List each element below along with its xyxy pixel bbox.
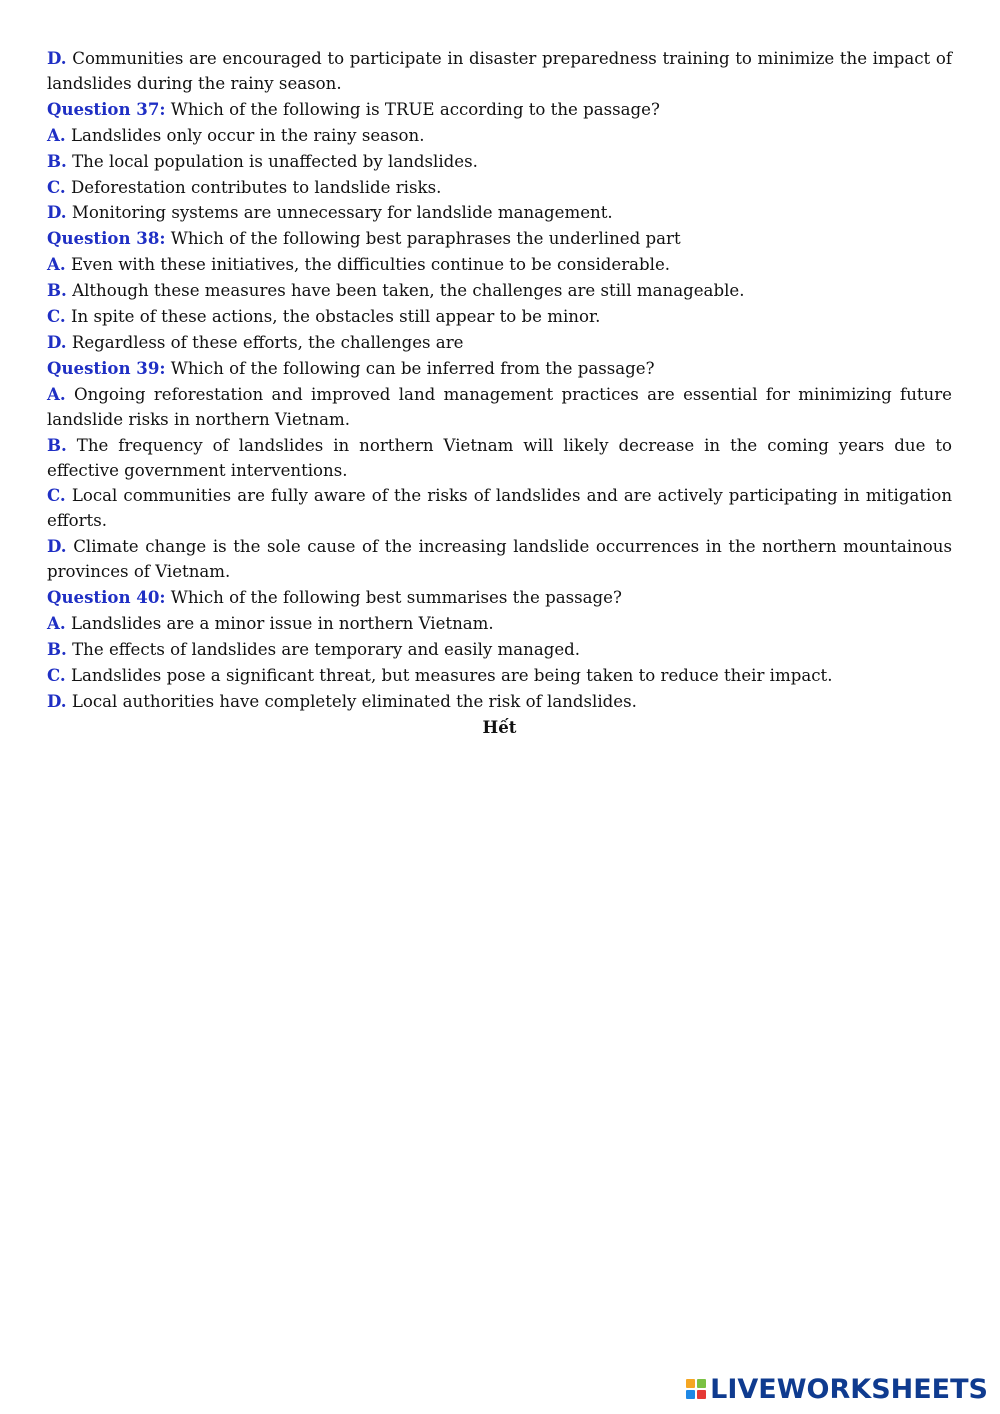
question-40-option-c[interactable] — [47, 663, 952, 689]
question-37-option-a[interactable] — [47, 123, 952, 149]
option-label: A. — [47, 612, 66, 633]
option-label: D. — [47, 331, 67, 352]
option-text: In spite of these actions, the obstacles still appear to be minor. — [70, 307, 601, 327]
question-39-option-a[interactable] — [47, 382, 952, 433]
option-text: Landslides are a minor issue in northern Vietnam. — [70, 613, 494, 633]
option-label: D. — [47, 536, 67, 557]
question-36-option-d — [47, 46, 952, 97]
question-38-stem — [47, 226, 952, 252]
question-label: Question 40: — [47, 587, 166, 608]
logo-square-red — [697, 1390, 706, 1399]
question-37-stem — [47, 97, 952, 123]
question-text: Which of the following can be inferred from the passage? — [170, 358, 655, 378]
option-label: A. — [47, 254, 66, 275]
question-text: Which of the following best paraphrases the underlined part — [170, 229, 681, 249]
option-label: C. — [47, 485, 66, 506]
option-label: A. — [47, 124, 66, 145]
question-40-option-d[interactable] — [47, 689, 952, 715]
question-38-option-a[interactable] — [47, 252, 952, 278]
option-label: B. — [47, 638, 67, 659]
end-of-test-text: Hết — [482, 716, 517, 737]
option-text: Climate change is the sole cause of the increasing landslide occurrences in the northern mountainous provinces of Vietnam. — [47, 537, 952, 582]
option-label: B. — [47, 280, 67, 301]
option-label: C. — [47, 664, 66, 685]
option-text: Although these measures have been taken, the challenges are still manageable. — [72, 281, 745, 301]
option-text: Monitoring systems are unnecessary for landslide management. — [71, 203, 613, 223]
option-label: D. — [47, 690, 67, 711]
question-37-option-d[interactable] — [47, 200, 952, 226]
question-37-option-c[interactable] — [47, 175, 952, 201]
question-40-option-b[interactable] — [47, 637, 952, 663]
question-37-option-b[interactable] — [47, 149, 952, 175]
option-text: Even with these initiatives, the difficulties continue to be considerable. — [70, 255, 671, 275]
option-text: Deforestation contributes to landslide risks. — [70, 177, 442, 197]
option-text: Communities are encouraged to participate in disaster preparedness training to minimize the impact of landslides during the rainy season. — [47, 49, 952, 93]
option-label: B. — [47, 434, 67, 455]
logo-square-green — [697, 1379, 706, 1388]
question-39-option-b[interactable] — [47, 433, 952, 484]
question-39-option-d[interactable] — [47, 534, 952, 585]
brand-name: LIVEWORKSHEETS — [710, 1373, 988, 1405]
liveworksheets-logo — [686, 1372, 988, 1406]
option-label: A. — [47, 383, 66, 404]
question-38-option-c[interactable] — [47, 304, 952, 330]
logo-square-orange — [686, 1379, 695, 1388]
option-text: Local communities are fully aware of the risks of landslides and are actively participating in mitigation efforts. — [47, 486, 953, 531]
option-text: The effects of landslides are temporary and easily managed. — [72, 639, 581, 659]
option-text: Regardless of these efforts, the challenges are — [71, 332, 464, 352]
option-label: C. — [47, 176, 66, 197]
question-39-option-c[interactable] — [47, 483, 952, 534]
question-38-option-b[interactable] — [47, 278, 952, 304]
option-label: D. — [47, 48, 67, 68]
option-text: The frequency of landslides in northern Vietnam will likely decrease in the coming years due to effective government interventions. — [47, 435, 952, 480]
question-label: Question 39: — [47, 357, 166, 378]
question-38-option-d[interactable] — [47, 330, 952, 356]
worksheet-page — [47, 46, 952, 739]
option-label: D. — [47, 202, 67, 223]
option-text: Ongoing reforestation and improved land management practices are essential for minimizing future landslide risks in northern Vietnam. — [47, 384, 952, 429]
question-label: Question 38: — [47, 228, 166, 249]
option-text: Landslides pose a significant threat, but measures are being taken to reduce their impact. — [70, 665, 833, 685]
question-text: Which of the following is TRUE according to the passage? — [170, 99, 660, 119]
option-text: Local authorities have completely eliminated the risk of landslides. — [71, 691, 637, 711]
option-label: C. — [47, 306, 66, 327]
question-40-stem — [47, 585, 952, 611]
question-39-stem — [47, 356, 952, 382]
logo-square-blue — [686, 1390, 695, 1399]
liveworksheets-logo-icon — [686, 1379, 706, 1399]
question-text: Which of the following best summarises the passage? — [170, 588, 622, 608]
option-label: B. — [47, 150, 67, 171]
question-40-option-a[interactable] — [47, 611, 952, 637]
option-text: The local population is unaffected by landslides. — [72, 151, 478, 171]
question-label: Question 37: — [47, 98, 166, 119]
option-text: Landslides only occur in the rainy season. — [70, 125, 425, 145]
